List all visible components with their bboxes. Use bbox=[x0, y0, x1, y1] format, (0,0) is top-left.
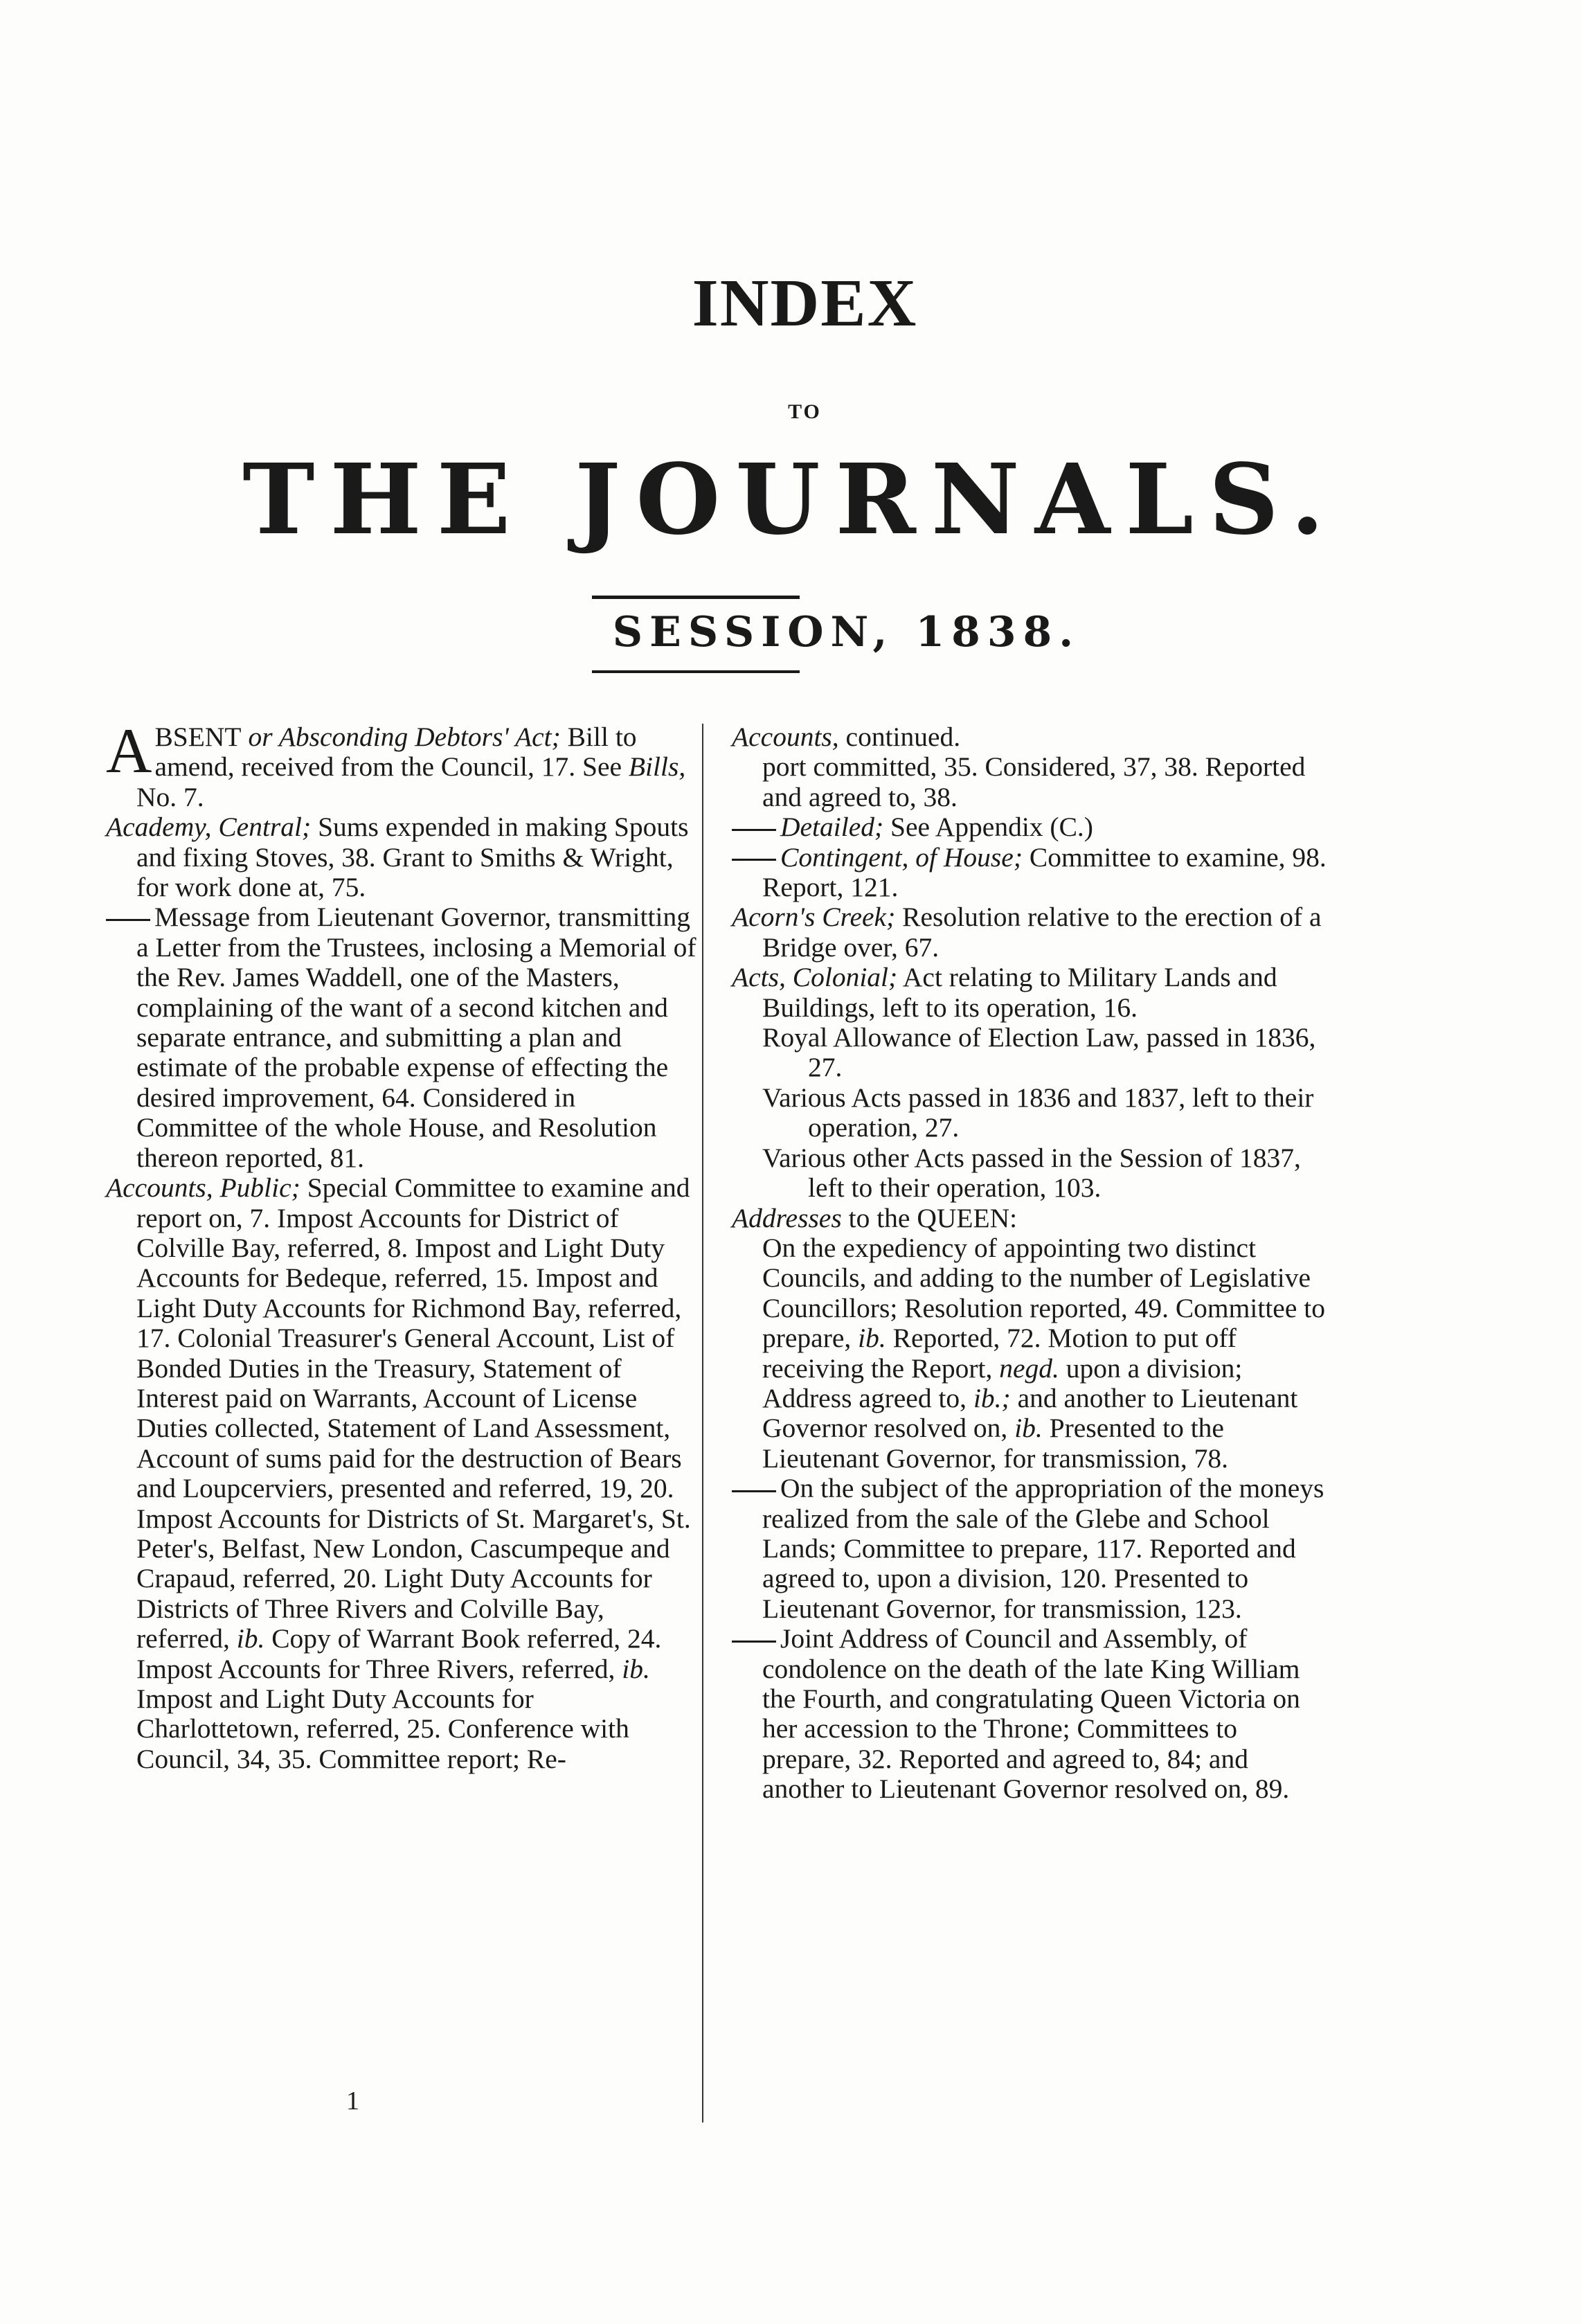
entry-text: See Appendix (C.) bbox=[883, 812, 1093, 843]
index-title: INDEX bbox=[692, 266, 918, 341]
entry-text: Impost and Light Duty Accounts for Charlottetown, referred, 25. Conference with Council, 34, 35. Committee report; Re- bbox=[136, 1683, 629, 1774]
entry-text: continued. bbox=[838, 722, 961, 752]
entry-text: On the expediency of appointing two distinct Councils, and adding to the number of Legislative Councillors; Resolution reported, 49. Committee to prepare, bbox=[762, 1232, 1325, 1354]
page-number: 1 bbox=[346, 2086, 359, 2116]
entry-text: On the subject of the appropriation of the moneys realized from the sale of the Glebe and School Lands; Committee to prepare, 117. Reported and agreed to, upon a division, 120. Presented to Lieutenant Governor, for transmission, 123. bbox=[762, 1473, 1324, 1624]
entry-head-italic: Absconding Debtors' Act; bbox=[278, 722, 561, 752]
ibid-ref: ib. bbox=[622, 1653, 650, 1684]
ibid-ref: ib. bbox=[858, 1323, 886, 1354]
entry-conjunction: or bbox=[241, 722, 279, 752]
entry-text: Copy of Warrant Book referred, 24. Impost Accounts for Three Rivers, referred, bbox=[136, 1623, 662, 1684]
entry-head: Addresses bbox=[732, 1202, 842, 1233]
entry-academy-message bbox=[106, 902, 701, 1173]
entry-acts-colonial bbox=[732, 963, 1327, 1023]
entry-addresses bbox=[732, 1204, 1327, 1233]
entry-acts-sub: Various Acts passed in 1836 and 1837, left to their operation, 27. bbox=[762, 1082, 1314, 1143]
entry-head: Accounts, Public; bbox=[106, 1172, 300, 1204]
entry-text: No. 7. bbox=[136, 781, 204, 812]
entry-accounts-public bbox=[106, 1173, 701, 1774]
entry-text: Sums expended in making Spouts and fixing Stoves, 38. Grant to Smiths & Wright, for work done at, 75. bbox=[136, 812, 689, 903]
entry-text: upon a division; Address agreed to, bbox=[762, 1352, 1243, 1413]
ibid-ref: ib. bbox=[236, 1623, 265, 1654]
entry-text: to the QUEEN: bbox=[841, 1202, 1018, 1233]
session-title: SESSION, 1838. bbox=[612, 608, 1081, 656]
entry-addresses-glebe bbox=[732, 1474, 1327, 1624]
entry-text: Resolution relative to the erection of a Bridge over, 67. bbox=[762, 902, 1322, 963]
cross-reference: Bills, bbox=[628, 751, 686, 783]
entry-head: Accounts, bbox=[732, 722, 839, 752]
journals-title: THE JOURNALS. bbox=[242, 443, 1340, 557]
session-rule-bottom bbox=[592, 670, 800, 673]
entry-acts-sub: Royal Allowance of Election Law, passed in 1836, 27. bbox=[762, 1022, 1316, 1083]
entry-accounts-continued bbox=[732, 722, 1327, 752]
entry-text: Message from Lieutenant Governor, transmitting a Letter from the Trustees, inclosing a Memorial of the Rev. James Waddell, one of the Masters, complaining of the want of a second kitchen and separate entrance, and submitting a plan and estimate of the probable expense of effecting the desired improvement, 64. Considered in Committee of the whole House, and Resolution thereon reported, 81. bbox=[136, 902, 696, 1173]
ibid-ref: ib.; bbox=[973, 1382, 1011, 1413]
entry-head: Acts, Colonial; bbox=[732, 962, 898, 993]
entry-head: Contingent, of House; bbox=[780, 841, 1023, 873]
entry-head: Acorn's Creek; bbox=[732, 902, 896, 933]
session-rule-top bbox=[592, 596, 800, 599]
repeat-dash bbox=[732, 829, 776, 831]
entry-head: Academy, Central; bbox=[106, 812, 312, 843]
entry-text: Committee to examine, 98. Report, 121. bbox=[762, 841, 1327, 903]
entry-text: Special Committee to examine and report on, 7. Impost Accounts for District of Colville Bay, referred, 8. Impost and Light Duty Accounts for Bedeque, referred, 15. Impost and Light Duty Accounts for Richmond Bay, referred, 17. Colonial Treasurer's General Account, List of Bonded Duties in the Treasury, Statement of Interest paid on Warrants, Account of License Duties collected, Statement of Land Assessment, Account of sums paid for the destruction of Bears and Loupcerviers, presented and referred, 19, 20. Impost Accounts for Districts of St. Margaret's, St. Peter's, Belfast, New London, Cascumpeque and Crapaud, referred, 20. Light Duty Accounts for Districts of Three Rivers and Colville Bay, referred, bbox=[136, 1172, 691, 1654]
entry-text: Act relating to Military Lands and Buildings, left to its operation, 16. bbox=[762, 962, 1277, 1023]
drop-cap: A bbox=[106, 715, 152, 786]
repeat-dash bbox=[732, 859, 776, 861]
entry-acorns-creek bbox=[732, 902, 1327, 963]
left-column bbox=[106, 715, 701, 1774]
entry-accounts-detailed bbox=[732, 812, 1327, 842]
repeat-dash bbox=[732, 1490, 776, 1492]
column-divider bbox=[702, 724, 703, 2122]
entry-head: BSENT bbox=[154, 722, 242, 752]
title-to: TO bbox=[788, 400, 822, 423]
right-column bbox=[732, 722, 1327, 1805]
entry-text: Bill to amend, received from the Council, 17. See bbox=[154, 722, 637, 783]
entry-addresses-body bbox=[732, 1233, 1327, 1474]
entry-acts-sub: Various other Acts passed in the Session of 1837, left to their operation, 103. bbox=[762, 1142, 1301, 1204]
entry-head: Detailed; bbox=[780, 812, 884, 843]
negatived-ref: negd. bbox=[999, 1352, 1059, 1384]
entry-text: and another to Lieutenant Governor resolved on, bbox=[762, 1382, 1298, 1444]
repeat-dash bbox=[732, 1641, 776, 1643]
ibid-ref: ib. bbox=[1014, 1413, 1043, 1444]
entry-text: Joint Address of Council and Assembly, of condolence on the death of the late King William the Fourth, and congratulating Queen Victoria on her accession to the Throne; Committees to prepare, 32. Reported and agreed to, 84; and another to Lieutenant Governor resolved on, 89. bbox=[762, 1623, 1300, 1805]
entry-addresses-joint bbox=[732, 1624, 1327, 1804]
entry-text: Reported, 72. Motion to put off receiving the Report, bbox=[762, 1323, 1237, 1384]
repeat-dash bbox=[106, 919, 150, 921]
entry-accounts-continued-body: port committed, 35. Considered, 37, 38. Reported and agreed to, 38. bbox=[762, 751, 1306, 812]
entry-text: Presented to the Lieutenant Governor, for transmission, 78. bbox=[762, 1413, 1229, 1474]
entry-absent bbox=[106, 715, 701, 812]
entry-academy bbox=[106, 812, 701, 902]
entry-accounts-contingent bbox=[732, 843, 1327, 903]
